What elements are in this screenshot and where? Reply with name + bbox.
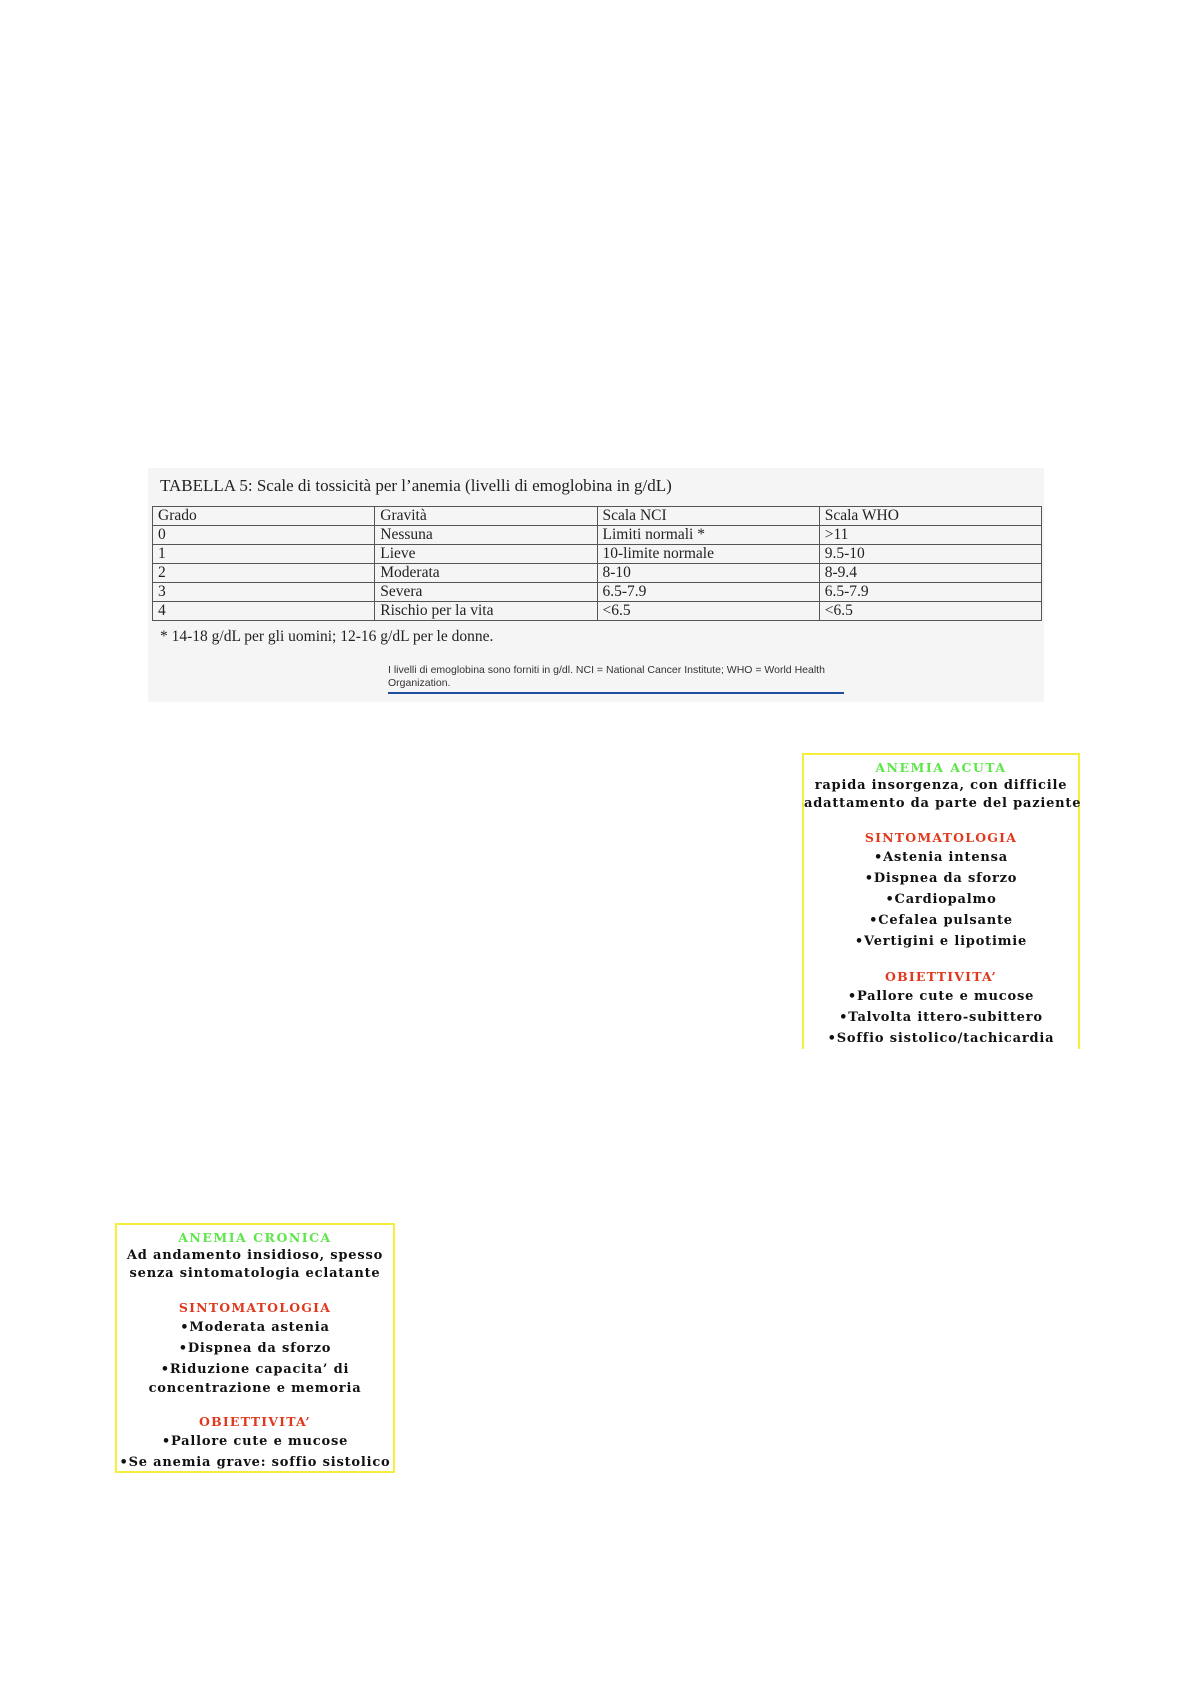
chronic-symptom-item: •Moderata astenia bbox=[180, 1320, 330, 1335]
acute-sign-item: •Talvolta ittero-subittero bbox=[839, 1010, 1043, 1025]
chronic-anemia-box bbox=[115, 1223, 395, 1473]
table-cell: Nessuna bbox=[375, 526, 597, 545]
chronic-symptoms-heading: SINTOMATOLOGIA bbox=[178, 1300, 332, 1315]
acute-anemia-box bbox=[802, 753, 1080, 1049]
acute-symptom-item: •Cefalea pulsante bbox=[869, 913, 1013, 928]
chronic-symptom-item: •Riduzione capacita’ di bbox=[160, 1362, 350, 1377]
acute-description-line: adattamento da parte del paziente bbox=[804, 796, 1082, 811]
chronic-sign-item: •Se anemia grave: soffio sistolico bbox=[119, 1455, 391, 1470]
toxicity-table-figure bbox=[148, 468, 1044, 702]
header-grado: Grado bbox=[153, 507, 375, 526]
table-cell: 0 bbox=[153, 526, 375, 545]
table-footnote: * 14-18 g/dL per gli uomini; 12-16 g/dL per le donne. bbox=[160, 628, 494, 645]
acute-description-line: rapida insorgenza, con difficile bbox=[814, 778, 1068, 793]
table-cell: 8-10 bbox=[597, 564, 819, 583]
acute-symptom-item: •Cardiopalmo bbox=[885, 892, 997, 907]
table-cell: Severa bbox=[375, 583, 597, 602]
table-cell: 6.5-7.9 bbox=[597, 583, 819, 602]
table-cell: 9.5-10 bbox=[819, 545, 1041, 564]
acute-sign-item: •Soffio sistolico/tachicardia bbox=[827, 1031, 1055, 1046]
table-cell: <6.5 bbox=[819, 602, 1041, 621]
table-cell: Lieve bbox=[375, 545, 597, 564]
table-row bbox=[153, 602, 1042, 621]
acute-symptom-item: •Vertigini e lipotimie bbox=[854, 934, 1028, 949]
header-gravita: Gravità bbox=[375, 507, 597, 526]
source-note: I livelli di emoglobina sono forniti in g/dl. NCI = National Cancer Institute; WHO = World Health Organization. bbox=[388, 664, 844, 694]
table-cell: >11 bbox=[819, 526, 1041, 545]
table-cell: 4 bbox=[153, 602, 375, 621]
table-row bbox=[153, 545, 1042, 564]
header-scala-who: Scala WHO bbox=[819, 507, 1041, 526]
table-cell: 10-limite normale bbox=[597, 545, 819, 564]
table-row bbox=[153, 583, 1042, 602]
chronic-description-line: senza sintomatologia eclatante bbox=[129, 1266, 381, 1281]
acute-symptom-item: •Dispnea da sforzo bbox=[864, 871, 1018, 886]
table-cell: 2 bbox=[153, 564, 375, 583]
chronic-symptom-item-continued: concentrazione e memoria bbox=[148, 1381, 362, 1396]
table-cell: <6.5 bbox=[597, 602, 819, 621]
acute-symptom-item: •Astenia intensa bbox=[874, 850, 1008, 865]
table-row bbox=[153, 526, 1042, 545]
table-cell: 3 bbox=[153, 583, 375, 602]
header-scala-nci: Scala NCI bbox=[597, 507, 819, 526]
chronic-signs-heading: OBIETTIVITA’ bbox=[199, 1414, 311, 1429]
acute-signs-heading: OBIETTIVITA’ bbox=[885, 969, 997, 984]
table-cell: Moderata bbox=[375, 564, 597, 583]
table-header-row bbox=[153, 507, 1042, 526]
chronic-description-line: Ad andamento insidioso, spesso bbox=[126, 1248, 384, 1263]
table-cell: Limiti normali * bbox=[597, 526, 819, 545]
table-row bbox=[153, 564, 1042, 583]
table-cell: 6.5-7.9 bbox=[819, 583, 1041, 602]
chronic-heading: ANEMIA CRONICA bbox=[178, 1230, 332, 1245]
table-cell: Rischio per la vita bbox=[375, 602, 597, 621]
chronic-symptom-item: •Dispnea da sforzo bbox=[178, 1341, 332, 1356]
table-cell: 1 bbox=[153, 545, 375, 564]
acute-symptoms-heading: SINTOMATOLOGIA bbox=[864, 830, 1018, 845]
table-cell: 8-9.4 bbox=[819, 564, 1041, 583]
chronic-sign-item: •Pallore cute e mucose bbox=[161, 1434, 349, 1449]
acute-heading: ANEMIA ACUTA bbox=[875, 760, 1007, 775]
toxicity-table bbox=[152, 506, 1042, 621]
acute-sign-item: •Pallore cute e mucose bbox=[847, 989, 1035, 1004]
table-title: TABELLA 5: Scale di tossicità per l’anemia (livelli di emoglobina in g/dL) bbox=[160, 476, 672, 495]
